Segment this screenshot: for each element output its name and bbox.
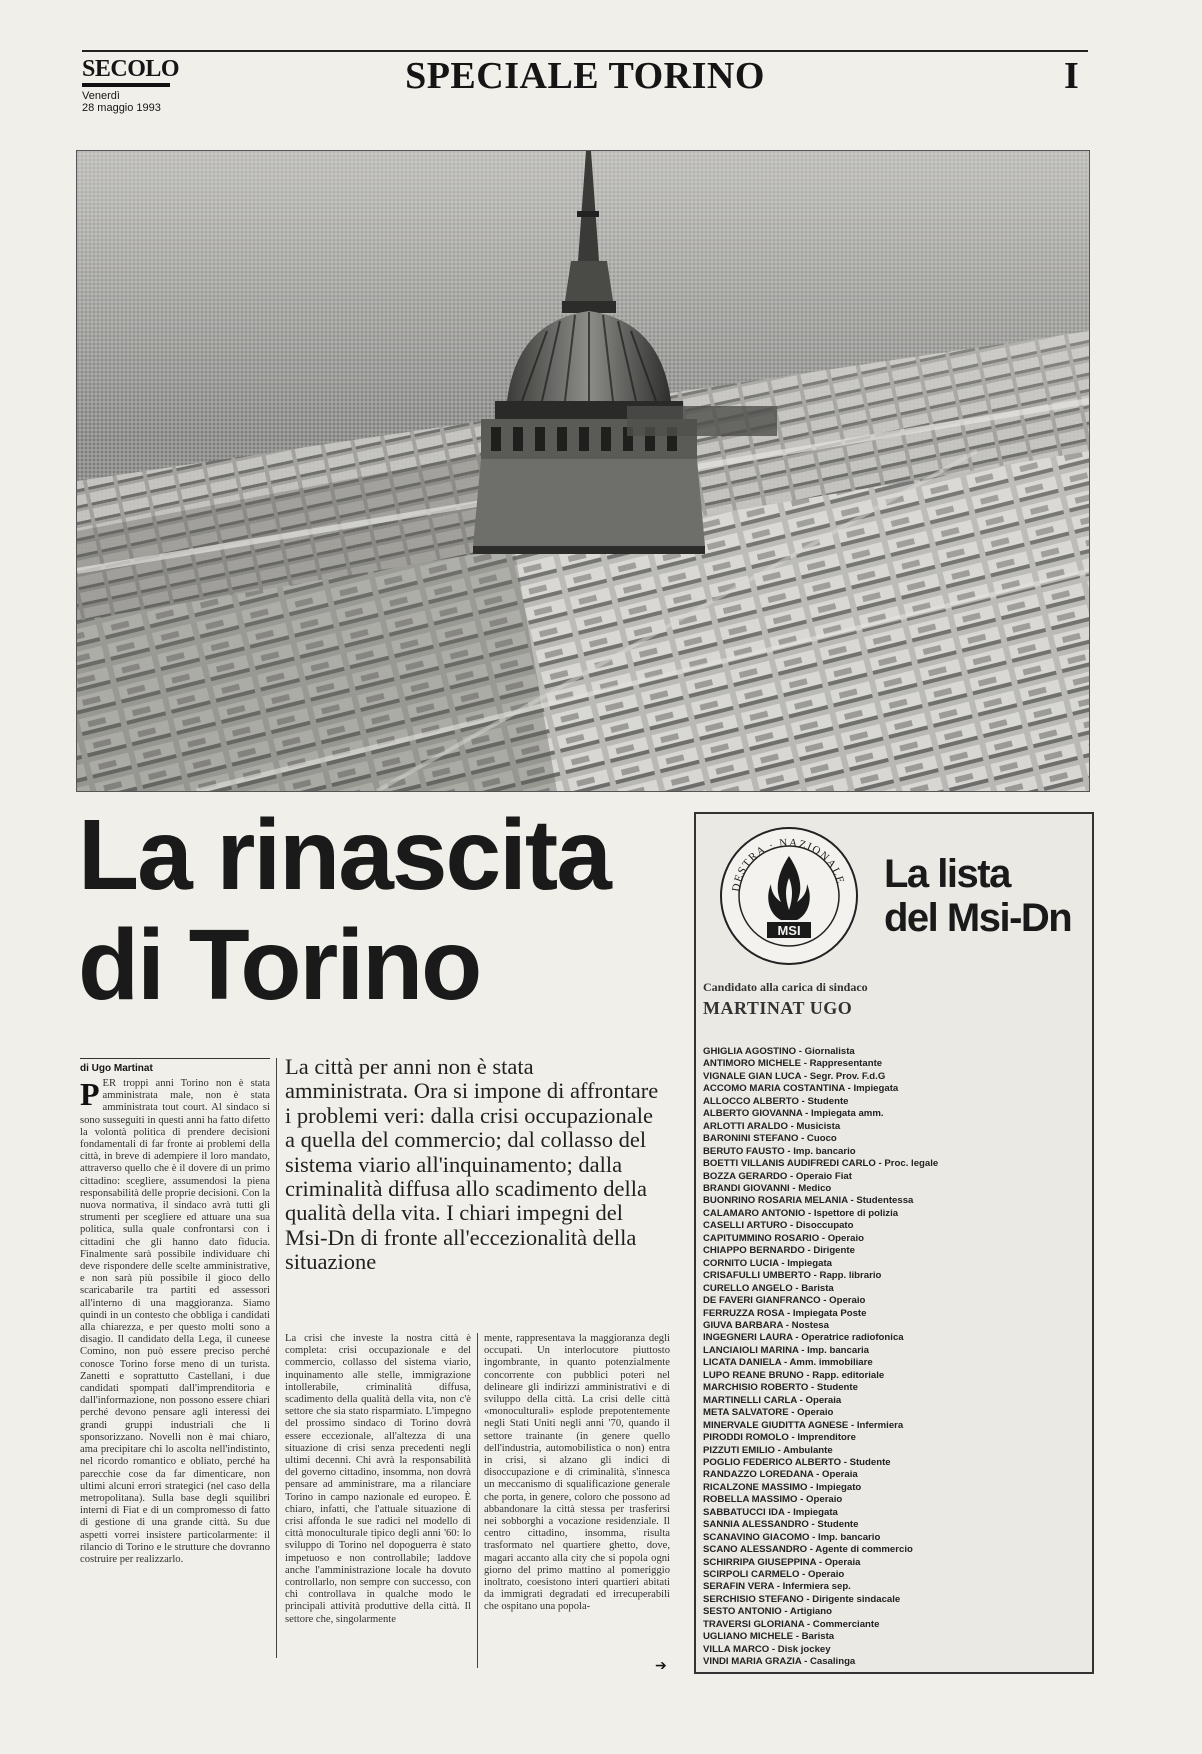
issue-day: 28 maggio 1993 — [82, 102, 161, 114]
list-item: BUONRINO ROSARIA MELANIA - Studentessa — [703, 1195, 914, 1207]
list-item: ACCOMO MARIA COSTANTINA - Impiegata — [703, 1083, 899, 1095]
article-column-3: mente, rappresentava la maggioranza degli occupati. Un interlocutore piuttosto ingombrante, in quanto potenzialmente concorrente con pubblici poteri nel delineare gli indirizzi amministrativi e di sviluppo della città. La crisi delle città «monoculturali» esplode prepotentemente negli Stati Uniti negli anni '70, quando il settore trainante (in genere quello dell'industria, automobilistica o non) entra in crisi, si alzano gli indici di disoccupazione e di criminalità, s'innesca un meccanismo di squalificazione generale che porta, in genere, coloro che possono ad abbandonare la città stessa per trasferirsi nei sobborghi a vocazione residenziale. Il centro cittadino, insomma, risulta trasformato nel quartiere ghetto, dove, magari accanto alla city che si popola ogni giorno del primo mattino al pomeriggio inoltrato, coesistono interi quartieri abitati da immigrati degradati ed irrecuperabili che ospitano una popola- — [484, 1333, 670, 1613]
msi-dn-logo — [715, 822, 863, 970]
list-item: RANDAZZO LOREDANA - Operaia — [703, 1469, 858, 1481]
list-item: LUPO REANE BRUNO - Rapp. editoriale — [703, 1369, 885, 1381]
list-item: SCANAVINO GIACOMO - Imp. bancario — [703, 1531, 881, 1543]
list-item: PIRODDI ROMOLO - Imprenditore — [703, 1432, 856, 1444]
list-item: ARLOTTI ARALDO - Musicista — [703, 1120, 841, 1132]
list-item: BERUTO FAUSTO - Imp. bancario — [703, 1145, 856, 1157]
issue-weekday: Venerdì — [82, 90, 120, 102]
headline-line2: di Torino — [78, 909, 481, 1021]
list-item: INGEGNERI LAURA - Operatrice radiofonica — [703, 1332, 904, 1344]
list-item: SCHIRRIPA GIUSEPPINA - Operaia — [703, 1556, 861, 1568]
continue-arrow-icon: ➔ — [655, 1659, 667, 1674]
list-item: CALAMARO ANTONIO - Ispettore di polizia — [703, 1207, 899, 1219]
list-item: BARONINI STEFANO - Cuoco — [703, 1133, 837, 1145]
list-title-line1: La lista — [884, 852, 1010, 896]
list-item: SERAFIN VERA - Infermiera sep. — [703, 1581, 851, 1593]
list-item: CAPITUMMINO ROSARIO - Operaio — [703, 1232, 864, 1244]
list-item: SCANO ALESSANDRO - Agente di commercio — [703, 1544, 913, 1556]
paper-name: SECOLO — [82, 56, 180, 82]
list-item: SESTO ANTONIO - Artigiano — [703, 1606, 832, 1618]
list-item: UGLIANO MICHELE - Barista — [703, 1631, 835, 1643]
list-item: CORNITO LUCIA - Impiegata — [703, 1257, 832, 1269]
candidate-name: MARTINAT UGO — [703, 998, 853, 1018]
list-item: ALBERTO GIOVANNA - Impiegata amm. — [703, 1108, 884, 1120]
page-number: I — [1064, 55, 1079, 97]
photo-illustration — [77, 151, 1089, 791]
headline — [78, 800, 678, 1020]
list-item: META SALVATORE - Operaio — [703, 1407, 834, 1419]
list-item: CASELLI ARTURO - Disoccupato — [703, 1220, 854, 1232]
list-item: MINERVALE GIUDITTA AGNESE - Infermiera — [703, 1419, 904, 1431]
list-item: RICALZONE MASSIMO - Impiegato — [703, 1481, 862, 1493]
flame-logo-icon — [715, 822, 863, 970]
candidate-label: Candidato alla carica di sindaco — [703, 980, 868, 994]
list-item: VIGNALE GIAN LUCA - Segr. Prov. F.d.G — [703, 1070, 886, 1082]
list-title — [884, 852, 1071, 940]
list-item: SANNIA ALESSANDRO - Studente — [703, 1519, 859, 1531]
article-lead: La città per anni non è stata amministrata. Ora si impone di affrontare i problemi veri: dalla crisi occupazionale a quella del commercio; dal collasso del sistema viario all'inquinamento; dalla criminalità diffusa allo scadimento della qualità della vita. I chiari impegni del Msi-Dn di fronte all'eccezionalità della situazione — [285, 1054, 659, 1275]
list-item: TRAVERSI GLORIANA - Commerciante — [703, 1618, 880, 1630]
list-item: SABBATUCCI IDA - Impiegata — [703, 1506, 838, 1518]
list-item: DE FAVERI GIANFRANCO - Operaio — [703, 1295, 866, 1307]
drop-cap: P — [80, 1078, 100, 1112]
byline: di Ugo Martinat — [80, 1058, 270, 1074]
list-item: VILLA MARCO - Disk jockey — [703, 1643, 831, 1655]
logo-ring-text: DESTRA · NAZIONALE — [730, 836, 847, 893]
list-item: ROBELLA MASSIMO - Operaio — [703, 1494, 843, 1506]
list-item: POGLIO FEDERICO ALBERTO - Studente — [703, 1456, 891, 1468]
list-item: SCIRPOLI CARMELO - Operaio — [703, 1569, 845, 1581]
list-title-line2: del Msi-Dn — [884, 896, 1072, 940]
list-item: LANCIAIOLI MARINA - Imp. bancaria — [703, 1344, 869, 1356]
list-item: SERCHISIO STEFANO - Dirigente sindacale — [703, 1593, 901, 1605]
list-item: CRISAFULLI UMBERTO - Rapp. librario — [703, 1270, 882, 1282]
paper-name-underline — [82, 83, 170, 87]
logo-badge-text: MSI — [777, 923, 801, 938]
column-divider — [276, 1058, 277, 1658]
list-item: BOETTI VILLANIS AUDIFREDI CARLO - Proc. legale — [703, 1158, 939, 1170]
list-item: PIZZUTI EMILIO - Ambulante — [703, 1444, 833, 1456]
list-item: MARTINELLI CARLA - Operaia — [703, 1394, 842, 1406]
list-item: FERRUZZA ROSA - Impiegata Poste — [703, 1307, 867, 1319]
list-item: ANTIMORO MICHELE - Rappresentante — [703, 1058, 883, 1070]
list-item: VINDI MARIA GRAZIA - Casalinga — [703, 1656, 856, 1668]
issue-date — [82, 90, 161, 114]
article-column-2: La crisi che investe la nostra città è completa: crisi occupazionale e del commercio, collasso del sistema viario, inquinamento alle stelle, immigrazione intollerabile, criminalità diffusa, scadimento della qualità della vita, non c'è settore che sia stato risparmiato. L'impegno del prossimo sindaco di Torino dovrà essere eccezionale, all'altezza di una situazione di crisi senza precedenti negli ultimi decenni. Chi avrà la responsabilità del governo cittadino, insomma, non dovrà pensare ad amministrare, ma a rilanciare Torino in campo nazionale ed europeo. È chiaro, infatti, che l'attuale situazione di crisi affonda le sue radici nel modello di città monoculturale tipico degli anni '60: lo sviluppo di Torino nel dopoguerra è stato impetuoso e non controllabile; laddove anche l'amministrazione locale ha dovuto controllarlo, non sempre con successo, con chi controllava in qualche modo le principali attività produttive della città. Il settore che, singolarmente — [285, 1333, 471, 1625]
list-item: LICATA DANIELA - Amm. immobiliare — [703, 1357, 873, 1369]
aerial-photo-turin — [76, 150, 1090, 792]
list-item: GIUVA BARBARA - Nostesa — [703, 1319, 829, 1331]
headline-line1: La rinascita — [78, 799, 610, 911]
list-item: CHIAPPO BERNARDO - Dirigente — [703, 1245, 855, 1257]
section-title: SPECIALE TORINO — [405, 55, 765, 97]
article-column-1 — [80, 1078, 270, 1658]
masthead-rule — [82, 50, 1088, 52]
list-item: CURELLO ANGELO - Barista — [703, 1282, 834, 1294]
list-item: BRANDI GIOVANNI - Medico — [703, 1182, 832, 1194]
column-divider — [477, 1333, 478, 1668]
list-item: GHIGLIA AGOSTINO - Giornalista — [703, 1046, 855, 1057]
list-item: BOZZA GERARDO - Operaio Fiat — [703, 1170, 852, 1182]
list-item: ALLOCCO ALBERTO - Studente — [703, 1095, 849, 1107]
list-item: MARCHISIO ROBERTO - Studente — [703, 1382, 858, 1394]
column-1-text: ER troppi anni Torino non è stata amministrata male, non è stata amministrata tout court. Al sindaco si sono susseguiti in questi anni ha fatto difetto la volontà politica di prendere decisioni fondamentali di far fronte ai problemi della città, in breve di adempiere il loro mandato, attraverso quello che è il dovere di un primo cittadino: scegliere, assumendosi la piena responsabilità delle proprie decisioni. Con la nuova normativa, il sindaco avrà tutti gli strumenti per scegliere ed attuare una sua politica, sulla quale confrontarsi con i cittadini che gli hanno dato fiducia. Finalmente sarà possibile individuare chi deve rispondere delle scelte amministrative, e non sarà più possibile il gioco dello scaricabarile tra partiti ed assessori all'interno di una maggioranza. Siamo quindi in un contesto che obbliga i candidati alla chiarezza, e per questo molti sono a disagio. Il candidato della Lega, il cuneese Comino, non può essere preciso perché conosce Torino forse meno di un turista. Zanetti e soprattutto Castellani, i due candidati spompati dall'imprenditoria e dall'informazione, non possono essere chiari perché devono pensare agli interessi dei grandi gruppi industriali che li sponsorizzano. Novelli non è mai chiaro, ama precipitare chi lo ascolta nell'indistinto, nel ricordo romantico e obliato, perché ha parecchie cose da far dimenticare, non ultimi alcuni errori strategici (nel caso della metropolitana). Sulla base degli squilibri interni di Fiat e di un compromesso di fatto di gestione di una grande città. Su due aspetti vorrei insistere particolarmente: il rilancio di Torino e le strutture che dovranno costruire per realizzarlo. — [80, 1078, 270, 1565]
candidate-names-list — [703, 1046, 1085, 1669]
